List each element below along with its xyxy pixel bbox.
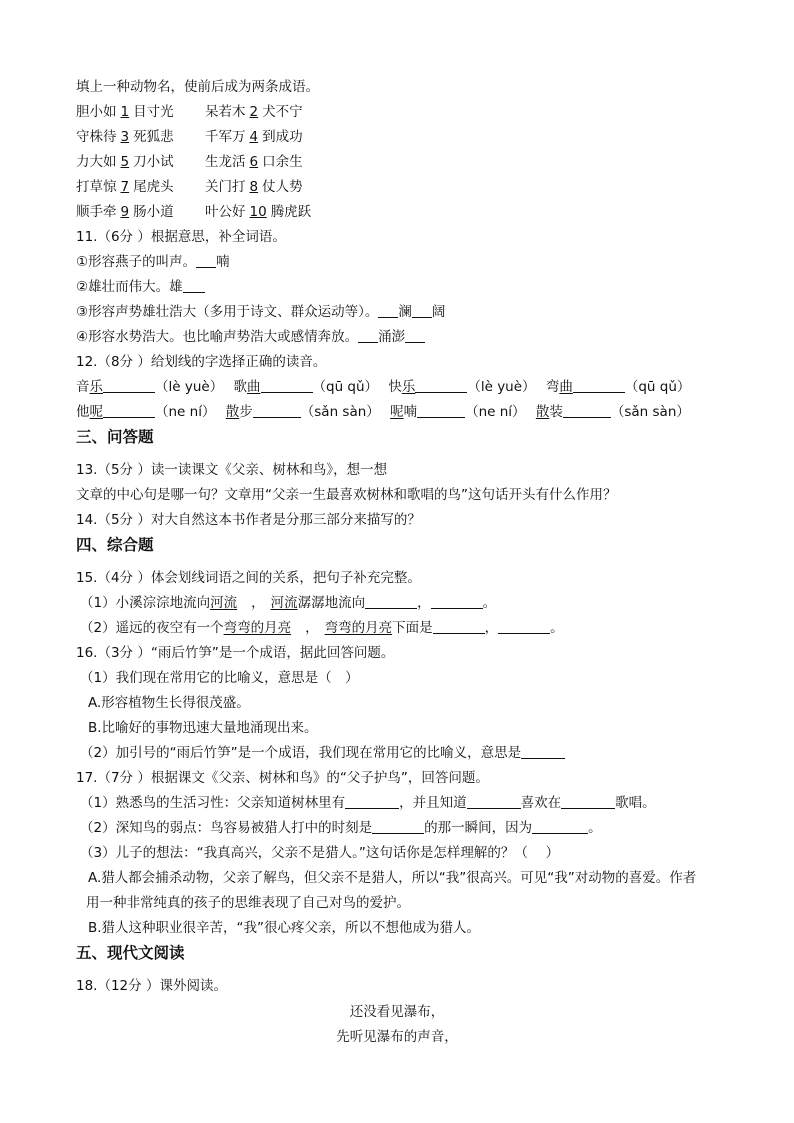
q17-sub-2 xyxy=(80,819,602,837)
q15-text: ， xyxy=(417,595,431,611)
q17-text: 。 xyxy=(588,820,602,836)
q15-text: ， xyxy=(305,620,319,636)
q11-item-text: 阔 xyxy=(431,304,446,320)
underlined-word: 弯弯的月亮 xyxy=(223,620,292,636)
idiom-text: 目寸光 xyxy=(133,104,174,120)
q15-text: 。 xyxy=(550,620,564,636)
idiom-text: 力大如 xyxy=(76,154,117,170)
q15-text: （1）小溪淙淙地流向 xyxy=(80,595,211,611)
q11-item-1 xyxy=(76,253,230,271)
answer-blank[interactable] xyxy=(103,404,155,418)
q17-sub-3: （3）儿子的想法：“我真高兴，父亲不是猎人。”这句话你是怎样理解的？（ ） xyxy=(80,845,560,861)
q11-item-4 xyxy=(76,328,425,346)
answer-blank[interactable] xyxy=(378,304,398,318)
idiom-text: 犬不宁 xyxy=(262,104,303,120)
q17-option-a[interactable]: A.猎人都会捕杀动物，父亲了解鸟，但父亲不是猎人，所以“我”很高兴。可见“我”对动物的喜爱。作者 xyxy=(88,870,697,886)
q16-option-b[interactable]: B.比喻好的事物迅速大量地涌现出来。 xyxy=(88,720,318,736)
answer-blank[interactable] xyxy=(467,795,521,809)
underlined-char: 曲 xyxy=(247,379,261,395)
answer-blank[interactable] xyxy=(253,404,301,418)
word-text: 歌 xyxy=(233,379,247,395)
pinyin-options: （sǎn sàn） xyxy=(610,404,690,420)
idiom-blank-number: 4 xyxy=(249,129,259,145)
underlined-char: 散 xyxy=(225,404,240,420)
answer-blank[interactable] xyxy=(103,379,155,393)
answer-blank[interactable] xyxy=(417,404,465,418)
q17-text: 歌唱。 xyxy=(615,795,656,811)
idiom-blank-number: 6 xyxy=(249,154,259,170)
q11-item-3 xyxy=(76,303,445,321)
q15-text: 下面是 xyxy=(392,620,433,636)
q17-text: 的那一瞬间，因为 xyxy=(424,820,533,836)
answer-blank[interactable] xyxy=(573,379,625,393)
q12-row-2 xyxy=(76,403,690,421)
q11-item-text: 澜 xyxy=(398,304,412,320)
question-14-title: 14.（5分 ）对大自然这本书作者是分那三部分来描写的？ xyxy=(76,512,421,528)
answer-blank[interactable] xyxy=(431,595,483,609)
idiom-intro: 填上一种动物名，使前后成为两条成语。 xyxy=(76,79,319,95)
idiom-text: 胆小如 xyxy=(76,104,117,120)
q16-sub-1: （1）我们现在常用它的比喻义，意思是（ ） xyxy=(80,670,359,686)
idiom-text: 千军万 xyxy=(205,129,246,145)
question-11-title: 11.（6分 ）根据意思，补全词语。 xyxy=(76,229,286,245)
answer-blank[interactable] xyxy=(521,745,565,759)
question-18-title: 18.（12分 ）课外阅读。 xyxy=(76,978,227,994)
pinyin-options: （sǎn sàn） xyxy=(300,404,380,420)
answer-blank[interactable] xyxy=(358,329,378,343)
idiom-blank-number: 8 xyxy=(249,179,259,195)
q15-text: 潺潺地流向 xyxy=(297,595,366,611)
q17-text: （2）深知鸟的弱点：鸟容易被猎人打中的时刻是 xyxy=(80,820,373,836)
underlined-char: 呢 xyxy=(390,404,404,420)
idiom-row xyxy=(76,178,303,196)
idiom-blank-number: 5 xyxy=(120,154,130,170)
q11-item-text: ②雄壮而伟大。雄 xyxy=(76,279,183,295)
idiom-row xyxy=(76,203,312,221)
answer-blank[interactable] xyxy=(412,304,432,318)
q17-sub-1 xyxy=(80,794,656,812)
idiom-blank-number: 2 xyxy=(249,104,259,120)
idiom-text: 仗人势 xyxy=(262,179,303,195)
idiom-text: 死狐悲 xyxy=(133,129,174,145)
q11-item-2 xyxy=(76,278,205,296)
word-text: 喃 xyxy=(403,404,418,420)
answer-blank[interactable] xyxy=(433,620,485,634)
q15-item-2 xyxy=(80,619,564,637)
poem-line: 还没看见瀑布， xyxy=(349,1004,445,1020)
underlined-word: 河流 xyxy=(210,595,238,611)
idiom-text: 守株待 xyxy=(76,129,117,145)
idiom-text: 关门打 xyxy=(205,179,246,195)
idiom-text: 刀小试 xyxy=(133,154,174,170)
word-text: 步 xyxy=(239,404,253,420)
q15-text: ， xyxy=(484,620,499,636)
q16-option-a[interactable]: A.形容植物生长得很茂盛。 xyxy=(88,695,250,711)
underlined-word: 弯弯的月亮 xyxy=(324,620,393,636)
q11-item-text: 喃 xyxy=(216,254,230,270)
idiom-text: 尾虎头 xyxy=(133,179,174,195)
q17-text: 喜欢在 xyxy=(520,795,562,811)
answer-blank[interactable] xyxy=(345,795,399,809)
q12-row-1 xyxy=(76,378,690,396)
idiom-row xyxy=(76,128,303,146)
answer-blank[interactable] xyxy=(561,795,615,809)
idiom-text: 生龙活 xyxy=(205,154,246,170)
word-text: 装 xyxy=(549,404,563,420)
underlined-char: 乐 xyxy=(401,379,416,395)
section-5-heading: 五、现代文阅读 xyxy=(76,944,185,962)
pinyin-options: （ne ní） xyxy=(465,404,526,420)
underlined-char: 呢 xyxy=(89,404,103,420)
answer-blank[interactable] xyxy=(183,279,205,293)
q17-option-a-continued: 用一种非常纯真的孩子的思维表现了自己对鸟的爱护。 xyxy=(86,895,410,911)
question-13-body: 文章的中心句是哪一句？文章用“父亲一生最喜欢树林和歌唱的鸟”这句话开头有什么作用？ xyxy=(76,487,617,503)
section-3-heading: 三、问答题 xyxy=(76,428,154,446)
answer-blank[interactable] xyxy=(365,595,417,609)
idiom-text: 口余生 xyxy=(262,154,303,170)
answer-blank[interactable] xyxy=(563,404,611,418)
question-15-title: 15.（4分 ）体会划线词语之间的关系，把句子补充完整。 xyxy=(76,570,421,586)
idiom-text: 腾虎跃 xyxy=(270,204,312,220)
underlined-char: 曲 xyxy=(559,379,573,395)
answer-blank[interactable] xyxy=(372,820,424,834)
q15-item-1 xyxy=(80,594,496,612)
q17-option-b[interactable]: B.猎人这种职业很辛苦，“我”很心疼父亲，所以不想他成为猎人。 xyxy=(88,920,481,936)
idiom-text: 肠小道 xyxy=(133,204,174,220)
question-16-title: 16.（3分 ）“雨后竹笋”是一个成语，据此回答问题。 xyxy=(76,645,395,661)
pinyin-options: （qū qǔ） xyxy=(312,379,379,395)
answer-blank[interactable] xyxy=(196,254,216,268)
answer-blank[interactable] xyxy=(261,379,313,393)
word-text: 他 xyxy=(76,404,90,420)
idiom-row xyxy=(76,103,303,121)
underlined-char: 乐 xyxy=(89,379,103,395)
question-13-title: 13.（5分 ）读一读课文《父亲、树林和鸟》，想一想 xyxy=(76,462,388,478)
q17-text: ，并且知道 xyxy=(399,795,467,811)
q11-item-text: ③形容声势雄壮浩大（多用于诗文、群众运动等）。 xyxy=(76,304,379,320)
answer-blank[interactable] xyxy=(532,820,588,834)
idiom-blank-number: 9 xyxy=(120,204,130,220)
answer-blank[interactable] xyxy=(498,620,550,634)
underlined-word: 河流 xyxy=(270,595,298,611)
question-17-title: 17.（7分 ）根据课文《父亲、树林和鸟》的“父子护鸟”，回答问题。 xyxy=(76,770,489,786)
idiom-text: 顺手牵 xyxy=(76,204,117,220)
section-4-heading: 四、综合题 xyxy=(76,536,154,554)
idiom-text: 打草惊 xyxy=(76,179,117,195)
pinyin-options: （lè yuè） xyxy=(467,379,536,395)
question-12-title: 12.（8分 ）给划线的字选择正确的读音。 xyxy=(76,354,327,370)
word-text: 弯 xyxy=(545,379,560,395)
idiom-blank-number: 7 xyxy=(120,179,130,195)
answer-blank[interactable] xyxy=(415,379,467,393)
word-text: 音 xyxy=(76,379,90,395)
q16-text: （2）加引号的“雨后竹笋”是一个成语，我们现在常用它的比喻义，意思是 xyxy=(80,745,522,761)
idiom-blank-number: 1 xyxy=(120,104,130,120)
idiom-blank-number: 10 xyxy=(249,204,267,220)
pinyin-options: （lè yuè） xyxy=(155,379,224,395)
pinyin-options: （ne ní） xyxy=(155,404,216,420)
underlined-char: 散 xyxy=(535,404,550,420)
idiom-row xyxy=(76,153,303,171)
q11-item-text: 涌澎 xyxy=(378,329,406,345)
idiom-text: 叶公好 xyxy=(205,204,246,220)
idiom-text: 呆若木 xyxy=(205,104,246,120)
idiom-text: 到成功 xyxy=(262,129,303,145)
q15-text: （2）遥远的夜空有一个 xyxy=(80,620,224,636)
idiom-blank-number: 3 xyxy=(120,129,130,145)
answer-blank[interactable] xyxy=(405,329,425,343)
q16-sub-2 xyxy=(80,744,565,762)
word-text: 快 xyxy=(388,379,402,395)
q11-item-text: ④形容水势浩大。也比喻声势浩大或感情奔放。 xyxy=(76,329,359,345)
poem-line: 先听见瀑布的声音， xyxy=(336,1029,458,1045)
q15-text: 。 xyxy=(482,595,497,611)
q11-item-text: ①形容燕子的叫声。 xyxy=(76,254,197,270)
pinyin-options: （qū qǔ） xyxy=(624,379,691,395)
q17-text: （1）熟悉鸟的生活习性：父亲知道树林里有 xyxy=(80,795,346,811)
q15-text: ， xyxy=(251,595,265,611)
